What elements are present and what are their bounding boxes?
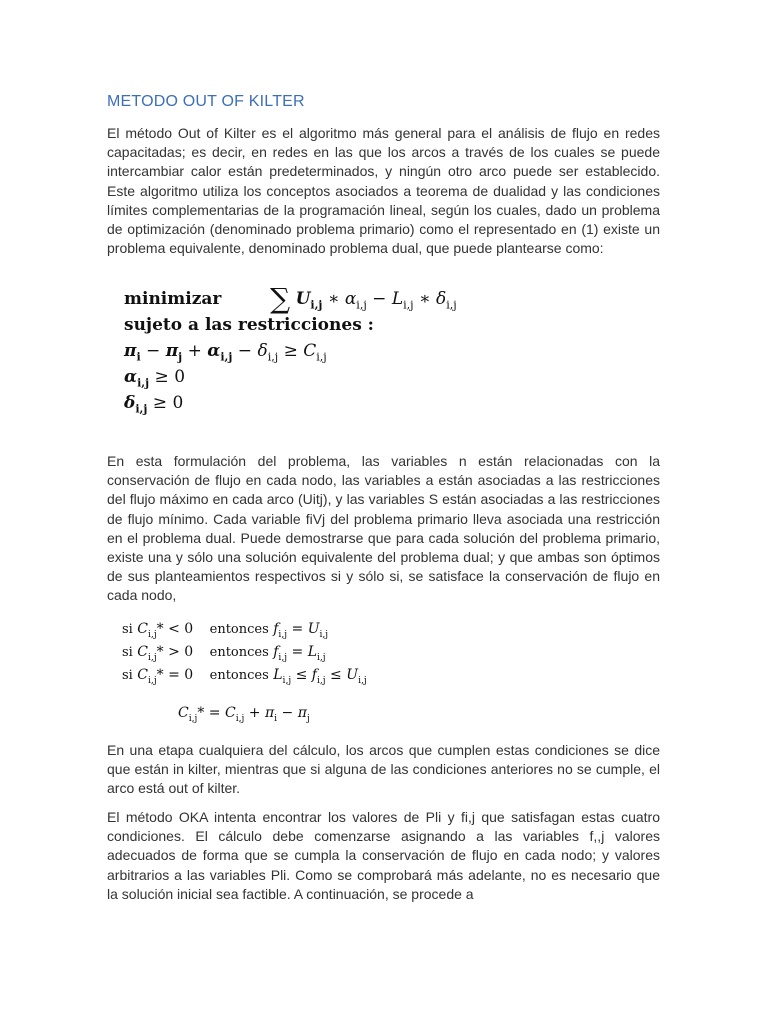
constraint-alpha: $\alpha_{i,j} \ge 0$ (124, 367, 186, 390)
constraint-delta: $\delta_{i,j} \ge 0$ (124, 393, 184, 416)
paragraph-kilter-state: En una etapa cualquiera del cálculo, los arcos que cumplen estas condiciones se dice que están in kilter, mientras que si alguna de las condiciones anteriores no se cumple, el arco está out of kilter. (107, 742, 660, 797)
paragraph-oka-method: El método OKA intenta encontrar los valores de Pli y fi,j que satisfagan estas cuatro condiciones. El cálculo debe comenzarse asignando a las variables f,,j valores adecuados de forma que se cumpla la conservación de flujo en cada nodo; y valores arbitrarios a las variables Pli. Como se comprobará más adelante, no es necesario que la solución inicial sea factible. A continuación, se procede a (107, 809, 660, 902)
kilter-conditions-formula (122, 618, 367, 687)
condition-negative: si $C_{i,j}* < 0$ entonces $f_{i,j} = U_{i,j}$ (122, 621, 329, 640)
constraints-heading: sujeto a las restricciones : (124, 315, 374, 335)
reduced-cost-formula: $C_{i,j}* = C_{i,j} + \pi_i - \pi_j$ (178, 705, 310, 724)
condition-zero: si $C_{i,j}* = 0$ entonces $L_{i,j} \le f_{i,j} \le U_{i,j}$ (122, 667, 367, 686)
paragraph-formulation: En esta formulación del problema, las variables n están relacionadas con la conservación de flujo en cada nodo, las variables a están asociadas a las restricciones del flujo máximo en cada arco (Uitj), y las variables S están asociadas a las restricciones de flujo mínimo. Cada variable fiVj del problema primario lleva asociada una restricción en el problema dual. Puede demostrarse que para cada solución del problema primario, existe una y sólo una solución equivalente del problema dual; y que ambas son óptimos de sus planteamientos respectivos si y sólo si, se satisface la conservación de flujo en cada nodo, (107, 453, 660, 604)
objective-line: minimizar ∑ $U_{i,j}$ ∗ $\alpha_{i,j} - L_{i,j}$ ∗ $\delta_{i,j}$ (124, 282, 457, 315)
dual-problem-formula (124, 282, 457, 416)
alpha-bound: 0 (174, 367, 186, 387)
delta-bound: 0 (172, 393, 184, 413)
summation-symbol: ∑ (270, 282, 291, 315)
constraint-main: $\pi_i - \pi_j + \alpha_{i,j} - \delta_{i,j} \ge C_{i,j}$ (124, 341, 327, 364)
condition-positive: si $C_{i,j}* > 0$ entonces $f_{i,j} = L_{i,j}$ (122, 644, 326, 663)
minimizar-label: minimizar (124, 289, 222, 309)
paragraph-intro: El método Out of Kilter es el algoritmo más general para el análisis de flujo en redes capacitadas; es decir, en redes en las que los arcos a través de los cuales se puede intercambiar calor están predeterminados, y ningún otro arco puede ser establecido. Este algoritmo utiliza los conceptos asociados a teorema de dualidad y las condiciones límites complementarias de la programación lineal, según los cuales, dado un problema de optimización (denominado problema primario) como el representado en (1) existe un problema equivalente, denominado problema dual, que puede plantearse como: (107, 125, 660, 257)
page-title: METODO OUT OF KILTER (107, 93, 305, 110)
